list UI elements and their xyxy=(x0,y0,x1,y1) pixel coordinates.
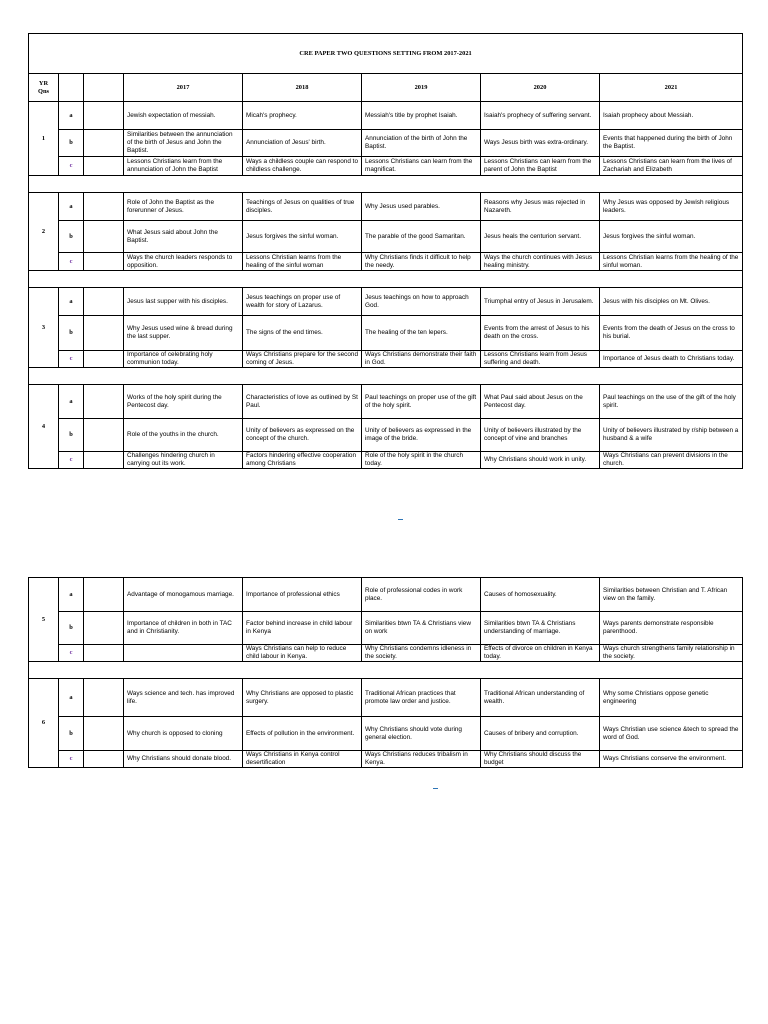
question-1-row-a xyxy=(29,102,743,130)
question-cell: Traditional African understanding of wealth. xyxy=(481,679,600,717)
question-cell: Events from the arrest of Jesus to his death on the cross. xyxy=(481,316,600,351)
question-cell: Why some Christians oppose genetic engineering xyxy=(600,679,743,717)
blank-cell xyxy=(84,717,124,751)
question-cell: Characteristics of love as outlined by St Paul. xyxy=(243,385,362,419)
part-letter-a: a xyxy=(59,193,84,221)
yr-qns-header xyxy=(29,74,59,102)
part-letter-c: c xyxy=(59,645,84,662)
blank-cell xyxy=(84,288,124,316)
page-divider-dash xyxy=(398,519,403,520)
question-6-row-b xyxy=(29,717,743,751)
question-cell: Events from the death of Jesus on the cross to his burial. xyxy=(600,316,743,351)
question-cell: Unity of believers as expressed on the concept of the church. xyxy=(243,419,362,452)
section-spacer-row xyxy=(29,271,743,288)
question-cell: Unity of believers illustrated by r/ship between a husband & a wife xyxy=(600,419,743,452)
question-cell: Lessons Christians learn from the annunciation of John the Baptist xyxy=(124,157,243,176)
question-cell: Effects of divorce on children in Kenya today. xyxy=(481,645,600,662)
section-spacer-row xyxy=(29,176,743,193)
question-number: 6 xyxy=(29,679,59,768)
question-6-row-a xyxy=(29,679,743,717)
question-cell: Importance of children in both in TAC and in Christianity. xyxy=(124,612,243,645)
year-header-2021: 2021 xyxy=(600,74,743,102)
part-letter-b: b xyxy=(59,221,84,253)
question-cell: Jewish expectation of messiah. xyxy=(124,102,243,130)
question-3-row-a xyxy=(29,288,743,316)
blank-cell xyxy=(84,221,124,253)
question-cell: Why Christians condemns idleness in the society. xyxy=(362,645,481,662)
question-cell: Ways Jesus birth was extra-ordinary. xyxy=(481,130,600,157)
question-cell: Reasons why Jesus was rejected in Nazareth. xyxy=(481,193,600,221)
section-spacer-row xyxy=(29,662,743,679)
question-cell: What Jesus said about John the Baptist. xyxy=(124,221,243,253)
question-number: 5 xyxy=(29,578,59,662)
question-cell: Ways Christians can prevent divisions in the church. xyxy=(600,452,743,469)
part-letter-a: a xyxy=(59,385,84,419)
spacer-cell xyxy=(29,176,743,193)
question-5-row-a xyxy=(29,578,743,612)
blank-cell xyxy=(84,385,124,419)
blank-cell xyxy=(84,102,124,130)
question-cell: Role of professional codes in work place. xyxy=(362,578,481,612)
question-cell: Traditional African practices that promote law order and justice. xyxy=(362,679,481,717)
question-cell: Ways Christians in Kenya control desertification xyxy=(243,751,362,768)
question-3-row-b xyxy=(29,316,743,351)
blank-cell xyxy=(84,157,124,176)
question-4-row-a xyxy=(29,385,743,419)
question-cell: Ways Christians demonstrate their faith in God. xyxy=(362,351,481,368)
question-cell: Similarities between Christian and T. African view on the family. xyxy=(600,578,743,612)
year-header-2019: 2019 xyxy=(362,74,481,102)
part-letter-b: b xyxy=(59,612,84,645)
question-4-row-b xyxy=(29,419,743,452)
question-cell: Jesus forgives the sinful woman. xyxy=(600,221,743,253)
question-cell: Why Christians should donate blood. xyxy=(124,751,243,768)
question-cell: Ways church strengthens family relationship in the society. xyxy=(600,645,743,662)
question-cell: Ways Christian use science &tech to spread the word of God. xyxy=(600,717,743,751)
question-cell: Causes of bribery and corruption. xyxy=(481,717,600,751)
spacer-cell xyxy=(29,271,743,288)
question-number: 1 xyxy=(29,102,59,176)
part-letter-c: c xyxy=(59,751,84,768)
question-cell: Role of John the Baptist as the forerunner of Jesus. xyxy=(124,193,243,221)
question-cell: Why Christians should discuss the budget xyxy=(481,751,600,768)
question-cell: Similarities between the annunciation of the birth of Jesus and John the Baptist. xyxy=(124,130,243,157)
blank-cell xyxy=(84,193,124,221)
part-letter-c: c xyxy=(59,351,84,368)
question-cell: Isaiah prophecy about Messiah. xyxy=(600,102,743,130)
spacer-cell xyxy=(29,662,743,679)
question-cell: The signs of the end times. xyxy=(243,316,362,351)
part-letter-b: b xyxy=(59,130,84,157)
spacer-cell xyxy=(29,368,743,385)
question-2-row-b xyxy=(29,221,743,253)
question-cell: Why Christians finds it difficult to help the needy. xyxy=(362,253,481,271)
page-divider-dash xyxy=(433,788,438,789)
question-cell: Jesus heals the centurion servant. xyxy=(481,221,600,253)
question-cell: Works of the holy spirit during the Pentecost day. xyxy=(124,385,243,419)
question-1-row-b xyxy=(29,130,743,157)
question-cell: Importance of celebrating holy communion today. xyxy=(124,351,243,368)
part-letter-a: a xyxy=(59,288,84,316)
question-cell: The healing of the ten lepers. xyxy=(362,316,481,351)
qns-label: Qns xyxy=(37,87,49,95)
question-cell: Advantage of monogamous marriage. xyxy=(124,578,243,612)
question-cell: Teachings of Jesus on qualities of true disciples. xyxy=(243,193,362,221)
question-cell: Lessons Christians can learn from the parent of John the Baptist xyxy=(481,157,600,176)
question-6-row-c xyxy=(29,751,743,768)
question-cell: Ways Christians reduces tribalism in Kenya. xyxy=(362,751,481,768)
question-cell: Paul teachings on the use of the gift of the holy spirit. xyxy=(600,385,743,419)
question-number: 4 xyxy=(29,385,59,469)
question-cell: Challenges hindering church in carrying out its work. xyxy=(124,452,243,469)
question-cell: Importance of professional ethics xyxy=(243,578,362,612)
question-cell: The parable of the good Samaritan. xyxy=(362,221,481,253)
question-3-row-c xyxy=(29,351,743,368)
question-cell: Similarities btwn TA & Christians understanding of marriage. xyxy=(481,612,600,645)
question-cell: Causes of homosexuality. xyxy=(481,578,600,612)
question-cell: Factors hindering effective cooperation among Christians xyxy=(243,452,362,469)
question-2-row-c xyxy=(29,253,743,271)
question-cell: Jesus with his disciples on Mt. Olives. xyxy=(600,288,743,316)
blank-cell xyxy=(84,679,124,717)
question-cell: Role of the youths in the church. xyxy=(124,419,243,452)
blank-cell xyxy=(84,316,124,351)
question-cell: Ways a childless couple can respond to childless challenge. xyxy=(243,157,362,176)
part-letter-c: c xyxy=(59,253,84,271)
question-cell: What Paul said about Jesus on the Pentecost day. xyxy=(481,385,600,419)
part-letter-c: c xyxy=(59,452,84,469)
question-cell: Why Christians should vote during general election. xyxy=(362,717,481,751)
year-header-2018: 2018 xyxy=(243,74,362,102)
question-cell: Annunciation of Jesus' birth. xyxy=(243,130,362,157)
year-header-2020: 2020 xyxy=(481,74,600,102)
question-cell: Jesus teachings on how to approach God. xyxy=(362,288,481,316)
question-cell: Lessons Christians can learn from the lives of Zachariah and Elizabeth xyxy=(600,157,743,176)
question-cell: Ways the church leaders responds to opposition. xyxy=(124,253,243,271)
blank-cell xyxy=(84,253,124,271)
question-cell: Jesus teachings on proper use of wealth for story of Lazarus. xyxy=(243,288,362,316)
question-cell: Effects of pollution in the environment. xyxy=(243,717,362,751)
question-4-row-c xyxy=(29,452,743,469)
question-2-row-a xyxy=(29,193,743,221)
question-cell: Why Jesus used wine & bread during the last supper. xyxy=(124,316,243,351)
questions-table-part-2 xyxy=(28,577,743,768)
question-cell: Unity of believers as expressed in the image of the bride. xyxy=(362,419,481,452)
question-1-row-c xyxy=(29,157,743,176)
question-cell: Annunciation of the birth of John the Baptist. xyxy=(362,130,481,157)
question-5-row-b xyxy=(29,612,743,645)
question-cell: Why church is opposed to cloning xyxy=(124,717,243,751)
question-cell: Micah's prophecy. xyxy=(243,102,362,130)
question-cell: Importance of Jesus death to Christians today. xyxy=(600,351,743,368)
question-cell xyxy=(124,645,243,662)
questions-table-part-1 xyxy=(28,33,743,469)
question-cell: Ways Christians prepare for the second coming of Jesus. xyxy=(243,351,362,368)
blank-cell xyxy=(84,578,124,612)
question-cell: Unity of believers illustrated by the concept of vine and branches xyxy=(481,419,600,452)
question-number: 3 xyxy=(29,288,59,368)
blank-cell xyxy=(84,452,124,469)
part-letter-b: b xyxy=(59,316,84,351)
year-header-2017: 2017 xyxy=(124,74,243,102)
header-blank-cell xyxy=(59,74,84,102)
part-letter-b: b xyxy=(59,419,84,452)
question-cell: Messiah's title by prophet Isaiah. xyxy=(362,102,481,130)
blank-cell xyxy=(84,612,124,645)
question-cell: Ways parents demonstrate responsible parenthood. xyxy=(600,612,743,645)
part-letter-c: c xyxy=(59,157,84,176)
yr-label: YR xyxy=(38,79,49,87)
question-cell: Isaiah's prophecy of suffering servant. xyxy=(481,102,600,130)
header-blank-cell xyxy=(84,74,124,102)
question-cell: Ways the church continues with Jesus healing ministry. xyxy=(481,253,600,271)
question-cell: Paul teachings on proper use of the gift of the holy spirit. xyxy=(362,385,481,419)
blank-cell xyxy=(84,130,124,157)
blank-cell xyxy=(84,645,124,662)
section-spacer-row xyxy=(29,368,743,385)
question-cell: Factor behind increase in child labour in Kenya xyxy=(243,612,362,645)
question-cell: Jesus forgives the sinful woman. xyxy=(243,221,362,253)
blank-cell xyxy=(84,351,124,368)
question-cell: Jesus last supper with his disciples. xyxy=(124,288,243,316)
blank-cell xyxy=(84,419,124,452)
question-cell: Lessons Christians can learn from the magnificat. xyxy=(362,157,481,176)
question-cell: Role of the holy spirit in the church today. xyxy=(362,452,481,469)
blank-cell xyxy=(84,751,124,768)
question-cell: Events that happened during the birth of John the Baptist. xyxy=(600,130,743,157)
question-cell: Ways science and tech. has improved life. xyxy=(124,679,243,717)
page-title: CRE PAPER TWO QUESTIONS SETTING FROM 2017-2021 xyxy=(29,34,743,74)
question-number: 2 xyxy=(29,193,59,271)
question-cell: Lessons Christians learn from Jesus suffering and death. xyxy=(481,351,600,368)
part-letter-a: a xyxy=(59,679,84,717)
part-letter-b: b xyxy=(59,717,84,751)
question-5-row-c xyxy=(29,645,743,662)
question-cell: Ways Christians can help to reduce child labour in Kenya. xyxy=(243,645,362,662)
question-cell: Lessons Christian learns from the healing of the sinful woman. xyxy=(600,253,743,271)
question-cell: Why Christians are opposed to plastic surgery. xyxy=(243,679,362,717)
question-cell: Why Christians should work in unity. xyxy=(481,452,600,469)
question-cell: Lessons Christian learns from the healing of the sinful woman xyxy=(243,253,362,271)
question-cell: Ways Christians conserve the environment. xyxy=(600,751,743,768)
part-letter-a: a xyxy=(59,578,84,612)
question-cell: Similarities btwn TA & Christians view on work xyxy=(362,612,481,645)
question-cell: Why Jesus was opposed by Jewish religious leaders. xyxy=(600,193,743,221)
question-cell: Triumphal entry of Jesus in Jerusalem. xyxy=(481,288,600,316)
question-cell: Why Jesus used parables. xyxy=(362,193,481,221)
part-letter-a: a xyxy=(59,102,84,130)
